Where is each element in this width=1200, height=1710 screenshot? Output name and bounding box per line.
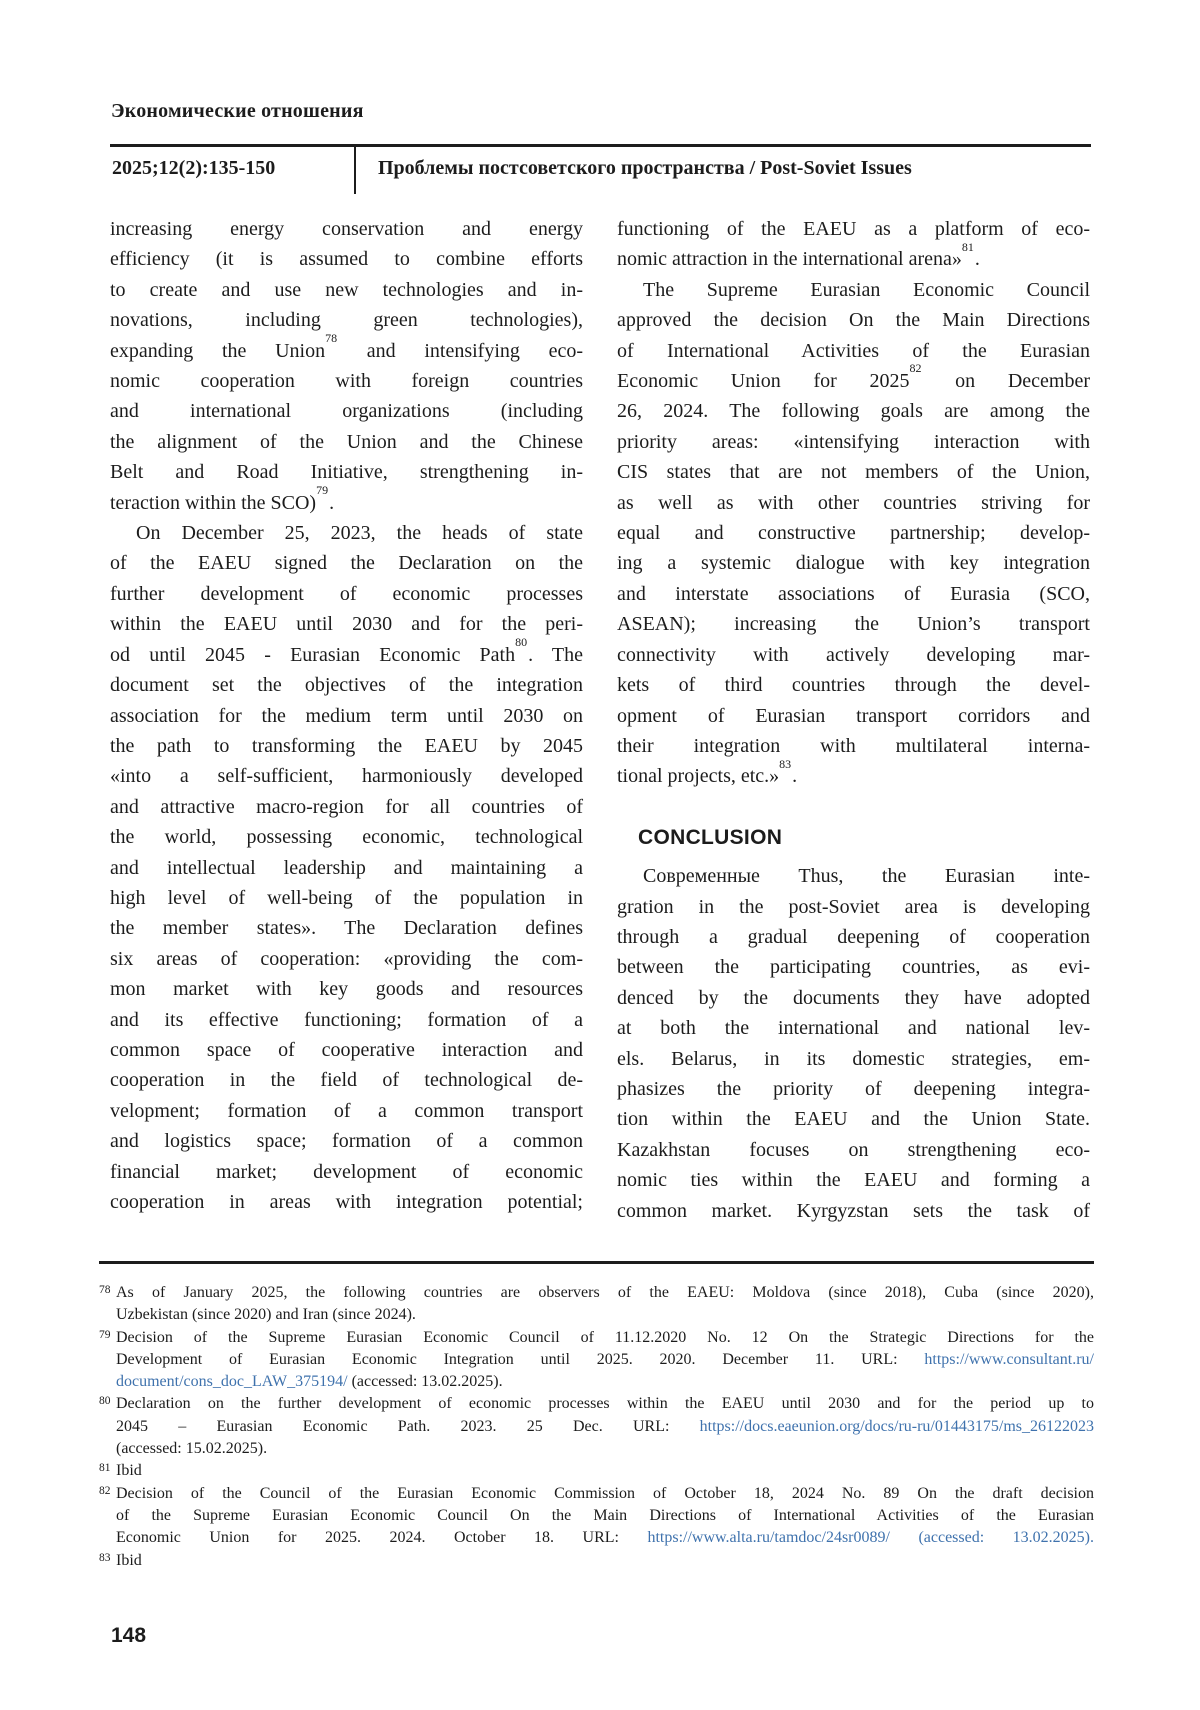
text-line: denced by the documents they have adopted xyxy=(617,986,1090,1009)
text-line: approved the decision On the Main Directions xyxy=(617,309,1090,332)
text-line: the alignment of the Union and the Chinese xyxy=(110,430,583,453)
text-line: as well as with other countries striving for xyxy=(617,491,1090,514)
footnote-item xyxy=(99,1483,1094,1550)
text-line: velopment; formation of a common transport xyxy=(110,1099,583,1122)
text-line: within the EAEU until 2030 and for the peri- xyxy=(110,613,583,636)
text-line: association for the medium term until 2030 on xyxy=(110,704,583,727)
text-line: els. Belarus, in its domestic strategies, em- xyxy=(617,1047,1090,1070)
footnote-ref: 80 xyxy=(515,635,528,650)
text-line: nomic cooperation with foreign countries xyxy=(110,370,583,393)
footnote-plain-text: Declaration on the further development of economic processes within the EAEU until 2030 and for the period up to xyxy=(116,1395,1094,1413)
text-line: ing a systemic dialogue with key integration xyxy=(617,552,1090,575)
text-line: mon market with key goods and resources xyxy=(110,978,583,1001)
text-line xyxy=(116,1438,1094,1460)
footnote-item xyxy=(99,1393,1094,1460)
footnote-ref: 78 xyxy=(325,330,338,345)
text-line: equal and constructive partnership; develop- xyxy=(617,522,1090,545)
text-line xyxy=(116,1393,1094,1415)
text-line: Kazakhstan focuses on strengthening eco- xyxy=(617,1138,1090,1161)
footnote-number: 82 xyxy=(99,1484,111,1497)
text-line xyxy=(116,1282,1094,1304)
text-line xyxy=(116,1349,1094,1371)
footnote-number: 78 xyxy=(99,1284,111,1296)
footnote-link[interactable]: document/cons_doc_LAW_375194/ xyxy=(116,1373,348,1391)
text-line: tional projects, etc.»$^{83}$. xyxy=(617,756,798,788)
footnote-text xyxy=(116,1282,1094,1327)
text-line: cooperation in areas with integration potential; xyxy=(110,1191,583,1213)
footnote-text xyxy=(116,1550,1094,1572)
conclusion-heading: CONCLUSION xyxy=(638,825,783,849)
footnote-ref: 83 xyxy=(779,756,792,771)
header-rule xyxy=(110,144,1091,147)
header-vertical-divider xyxy=(354,146,356,194)
left-column xyxy=(110,214,583,1217)
text-line: Belt and Road Initiative, strengthening in- xyxy=(110,461,583,484)
text-line xyxy=(116,1460,1094,1482)
footnote-plain-text: As of January 2025, the following countries are observers of the EAEU: Moldova (since 2018), Cuba (since 2020), xyxy=(116,1284,1094,1301)
journal-title: Проблемы постсоветского пространства / Post-Soviet Issues xyxy=(378,157,912,179)
text-line: novations, including green technologies), xyxy=(110,309,583,332)
text-line: efficiency (it is assumed to combine efforts xyxy=(110,248,583,271)
text-line: gration in the post-Soviet area is developing xyxy=(617,895,1090,918)
text-line: and attractive macro-region for all countries of xyxy=(110,795,583,818)
text-line: between the participating countries, as evi- xyxy=(617,956,1090,979)
footnote-plain-text: (accessed: 15.02.2025). xyxy=(116,1440,268,1458)
footnote-plain-text: of the Supreme Eurasian Economic Council On the Main Directions of International Activities of the Eurasian xyxy=(116,1506,1094,1524)
text-line: The Supreme Eurasian Economic Council xyxy=(643,278,1090,301)
text-line: and its effective functioning; formation of a xyxy=(110,1008,583,1031)
text-line: common market. Kyrgyzstan sets the task of xyxy=(617,1199,1090,1222)
footnote-ref: 82 xyxy=(909,361,922,376)
footnote-plain-text: Economic Union for 2025. 2024. October 18. URL: xyxy=(116,1529,648,1547)
footnote-item xyxy=(99,1327,1094,1394)
text-line: six areas of cooperation: «providing the com- xyxy=(110,947,583,970)
footnote-plain-text: 2045 – Eurasian Economic Path. 2023. 25 Dec. URL: xyxy=(116,1417,700,1435)
footnote-text xyxy=(116,1460,1094,1482)
footnote-link[interactable]: https://www.alta.ru/tamdoc/24sr0089/ (accessed: 13.02.2025). xyxy=(647,1529,1095,1547)
footnote-plain-text: Uzbekistan (since 2020) and Iran (since 2024). xyxy=(116,1306,416,1324)
text-line: connectivity with actively developing mar- xyxy=(617,643,1090,666)
text-line xyxy=(116,1371,1094,1393)
text-line: Современные Thus, the Eurasian inte- xyxy=(643,865,1090,888)
text-line xyxy=(116,1416,1094,1438)
footnote-item xyxy=(99,1460,1094,1482)
text-line: and logistics space; formation of a common xyxy=(110,1130,583,1153)
footnotes xyxy=(99,1282,1094,1572)
text-line: On December 25, 2023, the heads of state xyxy=(136,522,583,545)
text-line xyxy=(116,1527,1094,1549)
footnote-number: 79 xyxy=(99,1328,111,1341)
footnote-separator xyxy=(99,1261,1094,1264)
text-line: priority areas: «intensifying interaction with xyxy=(617,430,1090,453)
text-line: through a gradual deepening of cooperation xyxy=(617,925,1090,948)
text-line: nomic ties within the EAEU and forming a xyxy=(617,1169,1090,1192)
text-line: od until 2045 - Eurasian Economic Path$^{80}$. The xyxy=(110,635,583,666)
text-line: Economic Union for 2025$^{82}$ on December xyxy=(617,361,1091,393)
text-line: the path to transforming the EAEU by 2045 xyxy=(110,734,583,757)
text-line: and intellectual leadership and maintaining a xyxy=(110,856,583,879)
text-line: teraction within the SCO)$^{79}$. xyxy=(110,483,335,514)
text-line: common space of cooperative interaction and xyxy=(110,1038,583,1061)
paragraph xyxy=(617,861,1090,1226)
text-line: of the EAEU signed the Declaration on the xyxy=(110,552,583,575)
paragraph xyxy=(617,214,1090,275)
paragraph xyxy=(617,275,1090,792)
page-number: 148 xyxy=(111,1624,147,1647)
text-line: at both the international and national lev- xyxy=(617,1017,1090,1040)
text-line: and international organizations (including xyxy=(110,400,583,423)
text-line: CIS states that are not members of the Union, xyxy=(617,461,1090,484)
footnote-number: 81 xyxy=(99,1462,111,1475)
text-line: the world, possessing economic, technological xyxy=(110,826,583,849)
text-line: expanding the Union$^{78}$ and intensifying eco- xyxy=(110,330,583,362)
text-line: to create and use new technologies and in- xyxy=(110,278,583,301)
footnote-link[interactable]: https://docs.eaeunion.org/docs/ru-ru/01443175/ms_26122023 xyxy=(699,1417,1094,1435)
footnote-ref: 81 xyxy=(961,239,974,254)
footnote-number: 83 xyxy=(99,1551,111,1564)
text-line: financial market; development of economic xyxy=(110,1160,583,1183)
text-line: of International Activities of the Eurasian xyxy=(617,339,1090,362)
text-line xyxy=(116,1483,1094,1505)
citation: 2025;12(2):135-150 xyxy=(112,157,276,179)
footnote-plain-text: Decision of the Supreme Eurasian Economic Council of 11.12.2020 No. 12 On the Strategic Directions for the xyxy=(116,1328,1094,1346)
footnote-plain-text: Development of Eurasian Economic Integration until 2025. 2020. December 11. URL: xyxy=(116,1350,925,1368)
text-line: tion within the EAEU and the Union State. xyxy=(617,1108,1090,1131)
text-line: the member states». The Declaration defines xyxy=(110,917,583,940)
footnote-item xyxy=(99,1282,1094,1327)
footnote-text xyxy=(116,1393,1094,1460)
text-line: 26, 2024. The following goals are among the xyxy=(617,400,1090,423)
footnote-plain-text: Ibid xyxy=(116,1462,142,1480)
footnote-ref: 79 xyxy=(316,483,329,497)
footnote-plain-text: Ibid xyxy=(116,1551,142,1569)
text-line: ASEAN); increasing the Union’s transport xyxy=(617,613,1090,636)
text-line: cooperation in the field of technological de- xyxy=(110,1069,583,1092)
footnote-link[interactable]: https://www.consultant.ru/ xyxy=(924,1350,1094,1368)
text-line xyxy=(116,1505,1094,1527)
text-line: high level of well-being of the population in xyxy=(110,886,583,909)
paragraph xyxy=(110,518,583,1217)
text-line xyxy=(116,1327,1094,1349)
text-line: and interstate associations of Eurasia (SCO, xyxy=(617,582,1090,605)
footnote-plain-text: (accessed: 13.02.2025). xyxy=(347,1373,503,1391)
text-line: nomic attraction in the international arena»$^{81}$. xyxy=(617,239,980,271)
text-line: «into a self-sufficient, harmoniously developed xyxy=(110,765,583,788)
text-line xyxy=(116,1550,1094,1572)
text-line: document set the objectives of the integration xyxy=(110,674,583,697)
section-title: Экономические отношения xyxy=(111,100,364,122)
paragraph xyxy=(110,214,583,518)
footnote-number: 80 xyxy=(99,1395,111,1408)
footnote-plain-text: Decision of the Council of the Eurasian Economic Commission of October 18, 2024 No. 89 On the draft decision xyxy=(116,1484,1094,1502)
text-line: their integration with multilateral interna- xyxy=(617,734,1090,757)
text-line: functioning of the EAEU as a platform of eco- xyxy=(617,218,1090,240)
text-line: further development of economic processes xyxy=(110,582,583,605)
footnote-text xyxy=(116,1327,1094,1394)
text-line: kets of third countries through the devel- xyxy=(617,674,1090,697)
footnote-text xyxy=(116,1483,1094,1550)
text-line xyxy=(116,1304,1094,1326)
right-column xyxy=(617,214,1090,1226)
text-line: opment of Eurasian transport corridors and xyxy=(617,704,1090,727)
text-line: phasizes the priority of deepening integra- xyxy=(617,1077,1090,1100)
text-line: increasing energy conservation and energy xyxy=(110,218,583,240)
footnote-item xyxy=(99,1550,1094,1572)
